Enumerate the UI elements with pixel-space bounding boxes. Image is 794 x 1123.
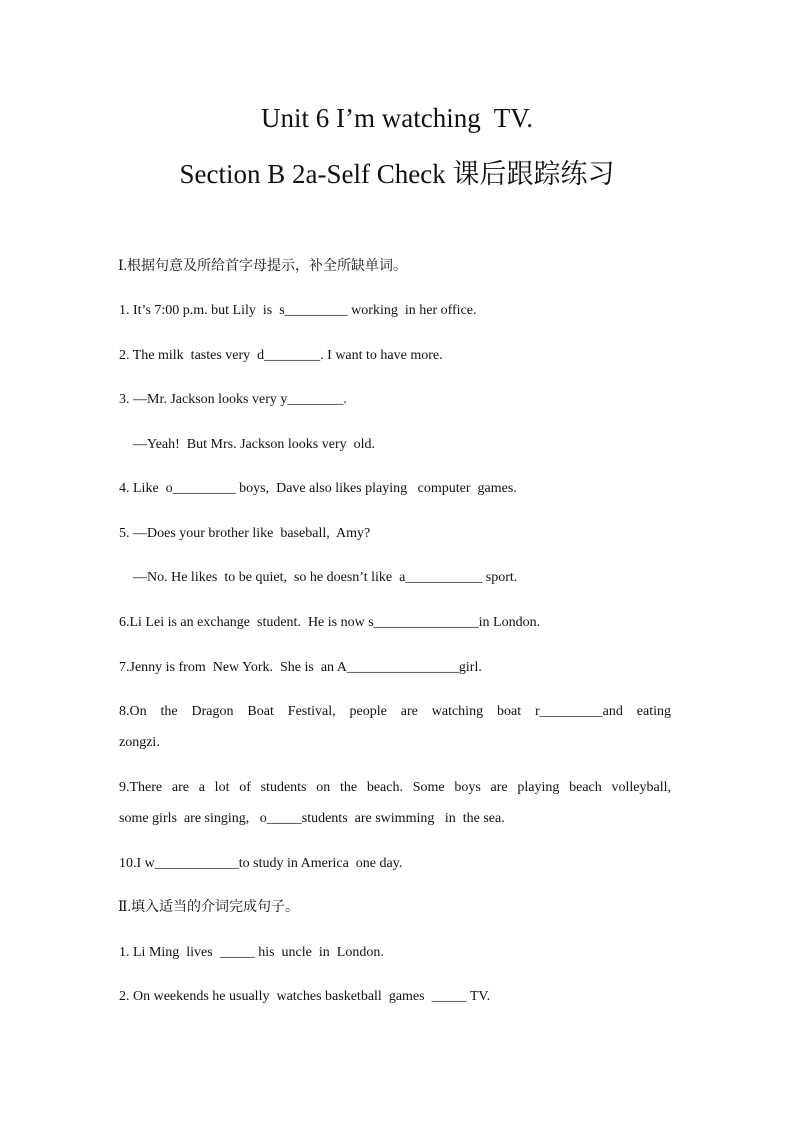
section-heading: Ⅱ.填入适当的介词完成句子。 [118,900,300,915]
question-line: 5. —Does your brother like baseball, Amy? [119,526,371,541]
page-title: Unit 6 I’m watching TV. [261,103,533,133]
question-line: 1. It’s 7:00 p.m. but Lily is s_________ working in her office. [119,303,477,318]
question-line: zongzi. [119,735,160,750]
question-line: 10.I w____________to study in America one day. [119,856,403,871]
page-subtitle: Section B 2a-Self Check 课后跟踪练习 [179,159,615,189]
question-line: —Yeah! But Mrs. Jackson looks very old. [119,437,376,452]
question-line: some girls are singing, o_____students are swimming in the sea. [119,811,505,826]
question-line: 4. Like o_________ boys, Dave also likes playing computer games. [119,481,517,496]
question-line: 7.Jenny is from New York. She is an A________________girl. [119,660,482,675]
question-line: 1. Li Ming lives _____ his uncle in London. [119,945,384,960]
question-line: 3. —Mr. Jackson looks very y________. [119,392,347,407]
question-line: —No. He likes to be quiet, so he doesn’t like a___________ sport. [119,570,518,585]
question-line: 6.Li Lei is an exchange student. He is now s_______________in London. [119,615,541,630]
question-line: 2. The milk tastes very d________. I want to have more. [119,348,443,363]
question-line: 9.There are a lot of students on the beach. Some boys are playing beach volleyball, [119,780,671,795]
question-line: 2. On weekends he usually watches basketball games _____ TV. [119,989,491,1004]
question-line: 8.On the Dragon Boat Festival, people are watching boat r_________and eating [119,704,671,719]
section-heading: Ⅰ.根据句意及所给首字母提示，补全所缺单词。 [118,259,408,274]
